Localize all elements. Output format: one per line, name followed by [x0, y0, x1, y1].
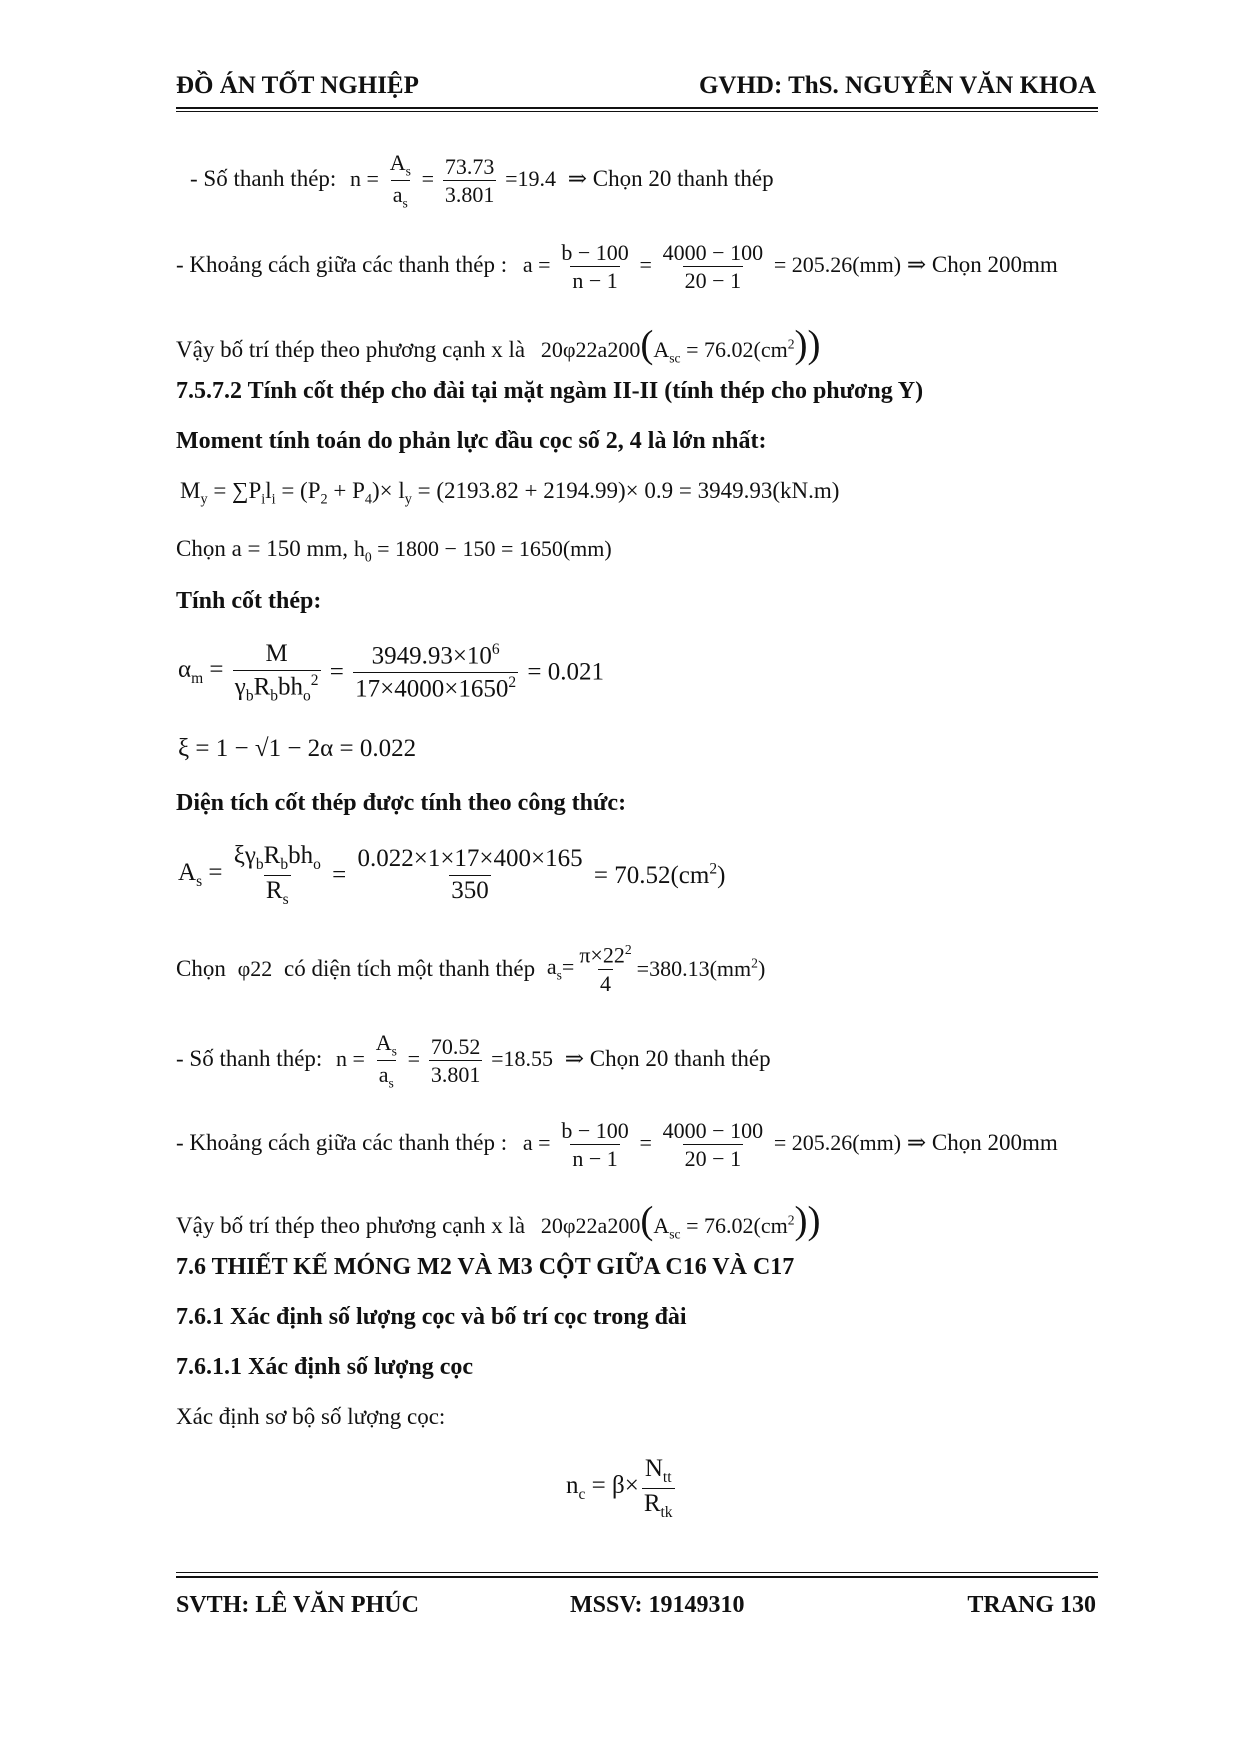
chon-phi22-line: Chọn φ22 có diện tích một thanh thép $a_s=$ $\frac{\pi\times 22^2}{4}$ $=380.13(mm^2)$ — [176, 942, 766, 996]
khoang-cach-line-1: - Khoảng cách giữa các thanh thép : a = $\frac{b - 100}{n - 1}$ = $\frac{4000 - 100}{20 - 1}$ = 205.26(mm) ⇒ Chọn 200mm — [176, 240, 1058, 294]
tinh-cot-thep-heading: Tính cốt thép: — [176, 588, 322, 614]
h0-formula: $h_0 = 1800 - 150 = 1650(mm)$ — [353, 536, 612, 565]
footer-rule — [176, 1576, 1098, 1578]
xac-dinh-text: Xác định sơ bộ số lượng cọc: — [176, 1404, 446, 1429]
vay-bo-tri-line-2: Vậy bố trí thép theo phương cạnh x là $20\varphi 22a200(A_{sc} = 76.02(cm^2))$ — [176, 1199, 821, 1242]
moment-formula: $M_y = \sum P_il_i = (P_2 + P_4)\times l_y = (2193.82 + 2194.99)\times 0.9 = 3949.93(kN.m)$ — [180, 478, 840, 508]
as-formula: $A_s$ = $\frac{\xi\gamma_bR_bbh_o}{R_s}$ = $\frac{0.022\times 1\times 17\times 400\times 165}{350}$ = $70.52(cm^2)$ — [178, 842, 726, 908]
header-left: ĐỒ ÁN TỐT NGHIỆP — [176, 72, 419, 99]
footer-rule-thin — [176, 1572, 1098, 1573]
footer-student: SVTH: LÊ VĂN PHÚC — [176, 1592, 419, 1618]
xi-formula: ξ = 1 − √1 − 2α = 0.022 — [178, 735, 417, 762]
section-7-6-title: 7.6 THIẾT KẾ MÓNG M2 VÀ M3 CỘT GIỮA C16 VÀ C17 — [176, 1254, 795, 1280]
header-rule-thin — [176, 111, 1098, 112]
moment-heading: Moment tính toán do phản lực đầu cọc số 2, 4 là lớn nhất: — [176, 428, 767, 454]
alpha-m-formula: $\alpha_m$ = $\frac{M}{\gamma_bR_bbh_o^2}$ = $\frac{3949.93\times 10^6}{17\times 4000\times 1650^2}$ = 0.021 — [178, 640, 604, 705]
footer-page-number: TRANG 130 — [967, 1592, 1096, 1618]
dien-tich-heading: Diện tích cốt thép được tính theo công thức: — [176, 790, 627, 816]
header-rule — [176, 107, 1098, 109]
vay-bo-tri-line-1: Vậy bố trí thép theo phương cạnh x là $20\varphi 22a200(A_{sc} = 76.02(cm^2))$ — [176, 323, 821, 366]
footer-mssv: MSSV: 19149310 — [570, 1592, 745, 1618]
header-right: GVHD: ThS. NGUYỄN VĂN KHOA — [698, 72, 1096, 99]
so-thanh-thep-line-2: - Số thanh thép: n = $\frac{A_s}{a_s}$ = $\frac{70.52}{3.801}$ =18.55 ⇒ Chọn 20 thanh thép — [176, 1030, 771, 1091]
nc-formula: $n_c = \beta\times$ $\frac{N_{tt}}{R_{tk}}$ — [566, 1455, 673, 1521]
section-7-6-1-title: 7.6.1 Xác định số lượng cọc và bố trí cọc trong đài — [176, 1304, 687, 1330]
khoang-cach-line-2: - Khoảng cách giữa các thanh thép : a = $\frac{b - 100}{n - 1}$ = $\frac{4000 - 100}{20 - 1}$ = 205.26(mm) ⇒ Chọn 200mm — [176, 1118, 1058, 1172]
chon-a-line: Chọn a = 150 mm, $h_0 = 1800 - 150 = 1650(mm)$ — [176, 536, 612, 565]
section-7-5-7-2-title: 7.5.7.2 Tính cốt thép cho đài tại mặt ngàm II-II (tính thép cho phương Y) — [176, 378, 924, 404]
section-7-6-1-1-title: 7.6.1.1 Xác định số lượng cọc — [176, 1354, 474, 1380]
so-thanh-thep-line-1: - Số thanh thép: n = $\frac{A_s}{a_s}$ = $\frac{73.73}{3.801}$ =19.4 ⇒ Chọn 20 thanh thép — [190, 150, 774, 211]
